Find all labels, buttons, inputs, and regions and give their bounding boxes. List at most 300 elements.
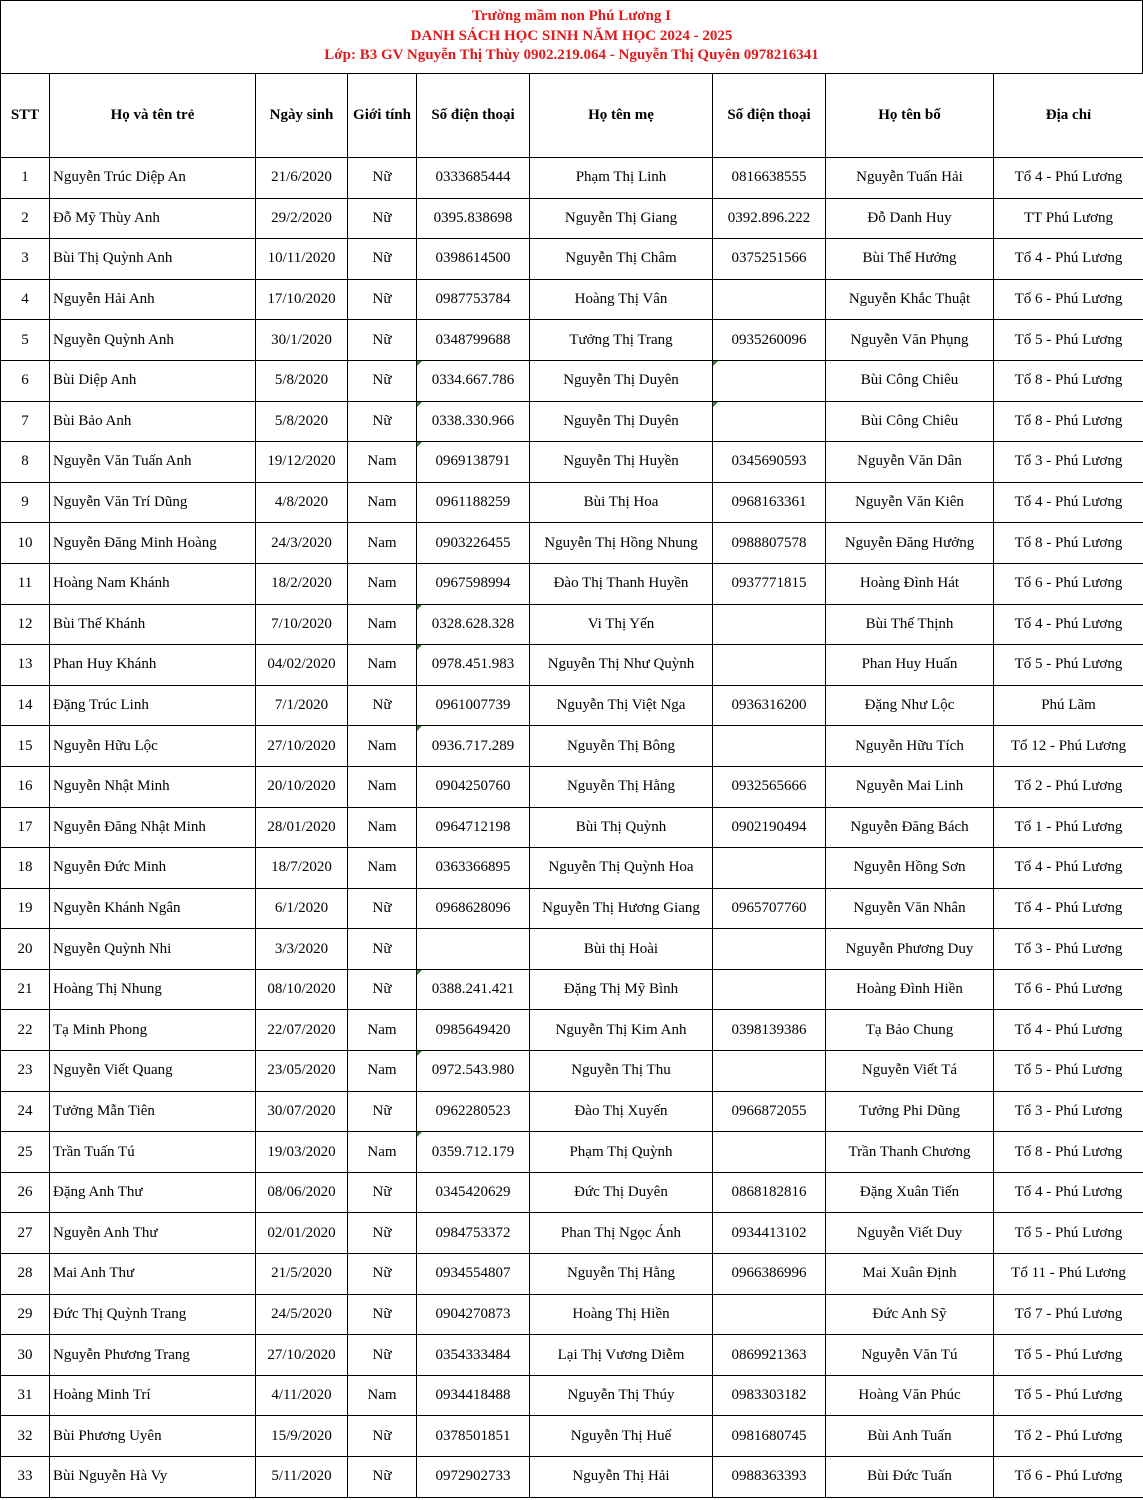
stt-cell: 2 [1, 198, 50, 239]
father-name-cell: Nguyễn Hữu Tích [826, 726, 994, 767]
birthdate-cell: 6/1/2020 [256, 888, 348, 929]
table-row [1, 442, 1143, 483]
mother-phone-cell: 0966872055 [713, 1091, 826, 1132]
phone-cell: 0338.330.966 [417, 401, 530, 442]
birthdate-cell: 5/8/2020 [256, 401, 348, 442]
table-row [1, 1213, 1143, 1254]
father-name-cell: Bùi Thế Thịnh [826, 604, 994, 645]
father-name-cell: Tưởng Phi Dũng [826, 1091, 994, 1132]
child-name-cell: Nguyễn Quỳnh Nhi [50, 929, 256, 970]
gender-cell: Nữ [348, 1213, 417, 1254]
mother-phone-cell: 0345690593 [713, 442, 826, 483]
stt-cell: 28 [1, 1254, 50, 1295]
stt-cell: 21 [1, 969, 50, 1010]
child-name-cell: Nguyễn Đăng Nhật Minh [50, 807, 256, 848]
father-name-cell: Bùi Công Chiêu [826, 401, 994, 442]
address-cell: Tổ 6 - Phú Lương [994, 279, 1143, 320]
birthdate-cell: 18/7/2020 [256, 848, 348, 889]
mother-phone-cell: 0935260096 [713, 320, 826, 361]
birthdate-cell: 30/1/2020 [256, 320, 348, 361]
table-header-row [1, 74, 1143, 158]
stt-cell: 7 [1, 401, 50, 442]
child-name-cell: Nguyễn Đức Minh [50, 848, 256, 889]
gender-cell: Nữ [348, 1457, 417, 1498]
table-row [1, 1375, 1143, 1416]
mother-name-cell: Nguyễn Thị Việt Nga [530, 685, 713, 726]
address-cell: Tổ 8 - Phú Lương [994, 401, 1143, 442]
mother-phone-cell: 0966386996 [713, 1254, 826, 1295]
phone-cell [417, 929, 530, 970]
table-row [1, 401, 1143, 442]
father-name-cell: Phan Huy Huấn [826, 645, 994, 686]
gender-cell: Nữ [348, 360, 417, 401]
gender-cell: Nam [348, 523, 417, 564]
gender-cell: Nam [348, 726, 417, 767]
birthdate-cell: 04/02/2020 [256, 645, 348, 686]
list-title: DANH SÁCH HỌC SINH NĂM HỌC 2024 - 2025 [410, 27, 733, 44]
father-name-cell: Nguyễn Hồng Sơn [826, 848, 994, 889]
child-name-cell: Đặng Anh Thư [50, 1172, 256, 1213]
col-header-father-name: Họ tên bố [826, 74, 994, 158]
gender-cell: Nam [348, 1132, 417, 1173]
mother-phone-cell [713, 360, 826, 401]
phone-cell: 0348799688 [417, 320, 530, 361]
stt-cell: 24 [1, 1091, 50, 1132]
school-name: Trường mầm non Phú Lương I [472, 8, 671, 24]
mother-phone-cell [713, 1051, 826, 1092]
mother-name-cell: Nguyễn Thị Huyền [530, 442, 713, 483]
phone-cell: 0395.838698 [417, 198, 530, 239]
address-cell: Tổ 8 - Phú Lương [994, 1132, 1143, 1173]
mother-phone-cell [713, 279, 826, 320]
mother-phone-cell: 0988807578 [713, 523, 826, 564]
phone-cell: 0969138791 [417, 442, 530, 483]
table-row [1, 848, 1143, 889]
child-name-cell: Nguyễn Nhật Minh [50, 766, 256, 807]
stt-cell: 3 [1, 239, 50, 280]
mother-name-cell: Bùi Thị Hoa [530, 482, 713, 523]
mother-name-cell: Nguyễn Thị Hải [530, 1457, 713, 1498]
child-name-cell: Đặng Trúc Linh [50, 685, 256, 726]
mother-name-cell: Nguyễn Thị Thúy [530, 1375, 713, 1416]
birthdate-cell: 02/01/2020 [256, 1213, 348, 1254]
table-row [1, 969, 1143, 1010]
father-name-cell: Tạ Bảo Chung [826, 1010, 994, 1051]
mother-phone-cell: 0398139386 [713, 1010, 826, 1051]
birthdate-cell: 08/06/2020 [256, 1172, 348, 1213]
table-row [1, 604, 1143, 645]
stt-cell: 22 [1, 1010, 50, 1051]
gender-cell: Nữ [348, 320, 417, 361]
mother-name-cell: Nguyễn Thị Hồng Nhung [530, 523, 713, 564]
mother-name-cell: Hoàng Thị Vân [530, 279, 713, 320]
phone-cell: 0968628096 [417, 888, 530, 929]
col-header-birthdate: Ngày sinh [256, 74, 348, 158]
table-row [1, 807, 1143, 848]
gender-cell: Nữ [348, 888, 417, 929]
mother-name-cell: Hoàng Thị Hiền [530, 1294, 713, 1335]
table-row [1, 158, 1143, 199]
birthdate-cell: 30/07/2020 [256, 1091, 348, 1132]
gender-cell: Nam [348, 807, 417, 848]
child-name-cell: Trần Tuấn Tú [50, 1132, 256, 1173]
stt-cell: 16 [1, 766, 50, 807]
father-name-cell: Nguyễn Viết Tá [826, 1051, 994, 1092]
father-name-cell: Nguyễn Đăng Bách [826, 807, 994, 848]
gender-cell: Nữ [348, 158, 417, 199]
child-name-cell: Nguyễn Hữu Lộc [50, 726, 256, 767]
phone-cell: 0985649420 [417, 1010, 530, 1051]
child-name-cell: Nguyễn Viết Quang [50, 1051, 256, 1092]
child-name-cell: Phan Huy Khánh [50, 645, 256, 686]
mother-name-cell: Vi Thị Yến [530, 604, 713, 645]
birthdate-cell: 27/10/2020 [256, 726, 348, 767]
gender-cell: Nữ [348, 1254, 417, 1295]
table-row [1, 482, 1143, 523]
col-header-mother-name: Họ tên mẹ [530, 74, 713, 158]
birthdate-cell: 7/1/2020 [256, 685, 348, 726]
gender-cell: Nữ [348, 1091, 417, 1132]
birthdate-cell: 22/07/2020 [256, 1010, 348, 1051]
mother-phone-cell [713, 1132, 826, 1173]
table-row [1, 1091, 1143, 1132]
stt-cell: 33 [1, 1457, 50, 1498]
mother-phone-cell [713, 929, 826, 970]
gender-cell: Nam [348, 442, 417, 483]
table-row [1, 1335, 1143, 1376]
birthdate-cell: 10/11/2020 [256, 239, 348, 280]
birthdate-cell: 3/3/2020 [256, 929, 348, 970]
stt-cell: 6 [1, 360, 50, 401]
phone-cell: 0962280523 [417, 1091, 530, 1132]
mother-name-cell: Nguyễn Thị Như Quỳnh [530, 645, 713, 686]
phone-cell: 0984753372 [417, 1213, 530, 1254]
mother-phone-cell: 0968163361 [713, 482, 826, 523]
child-name-cell: Nguyễn Khánh Ngân [50, 888, 256, 929]
stt-cell: 19 [1, 888, 50, 929]
address-cell: Tổ 8 - Phú Lương [994, 523, 1143, 564]
birthdate-cell: 7/10/2020 [256, 604, 348, 645]
table-row [1, 1132, 1143, 1173]
address-cell: Tổ 4 - Phú Lương [994, 1172, 1143, 1213]
birthdate-cell: 19/12/2020 [256, 442, 348, 483]
gender-cell: Nam [348, 848, 417, 889]
table-row [1, 726, 1143, 767]
father-name-cell: Đặng Xuân Tiến [826, 1172, 994, 1213]
phone-cell: 0961188259 [417, 482, 530, 523]
father-name-cell: Nguyễn Tuấn Hải [826, 158, 994, 199]
table-row [1, 1416, 1143, 1457]
table-row [1, 1010, 1143, 1051]
gender-cell: Nữ [348, 969, 417, 1010]
birthdate-cell: 21/5/2020 [256, 1254, 348, 1295]
mother-phone-cell [713, 969, 826, 1010]
mother-phone-cell: 0869921363 [713, 1335, 826, 1376]
gender-cell: Nam [348, 1375, 417, 1416]
stt-cell: 17 [1, 807, 50, 848]
table-row [1, 1294, 1143, 1335]
address-cell: Tổ 8 - Phú Lương [994, 360, 1143, 401]
stt-cell: 29 [1, 1294, 50, 1335]
stt-cell: 11 [1, 563, 50, 604]
father-name-cell: Đặng Như Lộc [826, 685, 994, 726]
gender-cell: Nam [348, 1010, 417, 1051]
phone-cell: 0363366895 [417, 848, 530, 889]
stt-cell: 10 [1, 523, 50, 564]
table-row [1, 1457, 1143, 1498]
col-header-stt: STT [1, 74, 50, 158]
address-cell: Tổ 5 - Phú Lương [994, 1375, 1143, 1416]
stt-cell: 20 [1, 929, 50, 970]
gender-cell: Nữ [348, 279, 417, 320]
mother-phone-cell: 0965707760 [713, 888, 826, 929]
father-name-cell: Mai Xuân Định [826, 1254, 994, 1295]
mother-name-cell: Nguyễn Thị Huế [530, 1416, 713, 1457]
child-name-cell: Bùi Diệp Anh [50, 360, 256, 401]
child-name-cell: Bùi Nguyễn Hà Vy [50, 1457, 256, 1498]
mother-name-cell: Đặng Thị Mỹ Bình [530, 969, 713, 1010]
child-name-cell: Tưởng Mẫn Tiên [50, 1091, 256, 1132]
mother-name-cell: Lại Thị Vương Diễm [530, 1335, 713, 1376]
birthdate-cell: 20/10/2020 [256, 766, 348, 807]
child-name-cell: Đỗ Mỹ Thùy Anh [50, 198, 256, 239]
phone-cell: 0398614500 [417, 239, 530, 280]
birthdate-cell: 19/03/2020 [256, 1132, 348, 1173]
stt-cell: 4 [1, 279, 50, 320]
father-name-cell: Nguyễn Văn Nhân [826, 888, 994, 929]
child-name-cell: Nguyễn Quỳnh Anh [50, 320, 256, 361]
birthdate-cell: 24/3/2020 [256, 523, 348, 564]
stt-cell: 30 [1, 1335, 50, 1376]
birthdate-cell: 5/11/2020 [256, 1457, 348, 1498]
address-cell: Tổ 7 - Phú Lương [994, 1294, 1143, 1335]
phone-cell: 0972.543.980 [417, 1051, 530, 1092]
address-cell: Tổ 4 - Phú Lương [994, 239, 1143, 280]
mother-phone-cell: 0983303182 [713, 1375, 826, 1416]
address-cell: Tổ 4 - Phú Lương [994, 888, 1143, 929]
mother-name-cell: Nguyễn Thị Thu [530, 1051, 713, 1092]
phone-cell: 0333685444 [417, 158, 530, 199]
stt-cell: 8 [1, 442, 50, 483]
gender-cell: Nam [348, 645, 417, 686]
child-name-cell: Hoàng Nam Khánh [50, 563, 256, 604]
phone-cell: 0904250760 [417, 766, 530, 807]
student-table [0, 73, 1143, 1498]
father-name-cell: Nguyễn Phương Duy [826, 929, 994, 970]
phone-cell: 0972902733 [417, 1457, 530, 1498]
mother-name-cell: Tưởng Thị Trang [530, 320, 713, 361]
mother-name-cell: Nguyễn Thị Bông [530, 726, 713, 767]
mother-phone-cell: 0868182816 [713, 1172, 826, 1213]
birthdate-cell: 27/10/2020 [256, 1335, 348, 1376]
phone-cell: 0388.241.421 [417, 969, 530, 1010]
phone-cell: 0359.712.179 [417, 1132, 530, 1173]
mother-phone-cell [713, 645, 826, 686]
child-name-cell: Nguyễn Văn Trí Dũng [50, 482, 256, 523]
stt-cell: 23 [1, 1051, 50, 1092]
mother-name-cell: Nguyễn Thị Hương Giang [530, 888, 713, 929]
stt-cell: 5 [1, 320, 50, 361]
father-name-cell: Nguyễn Văn Kiên [826, 482, 994, 523]
mother-phone-cell [713, 848, 826, 889]
table-row [1, 320, 1143, 361]
birthdate-cell: 21/6/2020 [256, 158, 348, 199]
mother-phone-cell: 0988363393 [713, 1457, 826, 1498]
col-header-child-name: Họ và tên trẻ [50, 74, 256, 158]
child-name-cell: Bùi Thế Khánh [50, 604, 256, 645]
col-header-phone: Số điện thoại [417, 74, 530, 158]
father-name-cell: Hoàng Đình Hiền [826, 969, 994, 1010]
table-body [1, 158, 1143, 1498]
mother-phone-cell: 0932565666 [713, 766, 826, 807]
stt-cell: 26 [1, 1172, 50, 1213]
father-name-cell: Nguyễn Khắc Thuật [826, 279, 994, 320]
address-cell: Tổ 4 - Phú Lương [994, 848, 1143, 889]
address-cell: Tổ 1 - Phú Lương [994, 807, 1143, 848]
phone-cell: 0903226455 [417, 523, 530, 564]
phone-cell: 0964712198 [417, 807, 530, 848]
father-name-cell: Nguyễn Văn Dân [826, 442, 994, 483]
address-cell: Tổ 5 - Phú Lương [994, 1335, 1143, 1376]
table-row [1, 645, 1143, 686]
table-row [1, 929, 1143, 970]
table-row [1, 279, 1143, 320]
phone-cell: 0967598994 [417, 563, 530, 604]
stt-cell: 12 [1, 604, 50, 645]
child-name-cell: Hoàng Thị Nhung [50, 969, 256, 1010]
table-row [1, 1051, 1143, 1092]
address-cell: Tổ 5 - Phú Lương [994, 1213, 1143, 1254]
table-row [1, 563, 1143, 604]
table-row [1, 239, 1143, 280]
mother-name-cell: Nguyễn Thị Hằng [530, 1254, 713, 1295]
stt-cell: 31 [1, 1375, 50, 1416]
gender-cell: Nữ [348, 1416, 417, 1457]
address-cell: Tổ 4 - Phú Lương [994, 1010, 1143, 1051]
stt-cell: 25 [1, 1132, 50, 1173]
address-cell: Tổ 12 - Phú Lương [994, 726, 1143, 767]
phone-cell: 0936.717.289 [417, 726, 530, 767]
stt-cell: 14 [1, 685, 50, 726]
gender-cell: Nam [348, 563, 417, 604]
address-cell: Tổ 4 - Phú Lương [994, 158, 1143, 199]
child-name-cell: Bùi Thị Quỳnh Anh [50, 239, 256, 280]
stt-cell: 18 [1, 848, 50, 889]
table-row [1, 523, 1143, 564]
mother-name-cell: Nguyễn Thị Duyên [530, 401, 713, 442]
father-name-cell: Nguyễn Mai Linh [826, 766, 994, 807]
phone-cell: 0987753784 [417, 279, 530, 320]
child-name-cell: Nguyễn Hải Anh [50, 279, 256, 320]
father-name-cell: Trần Thanh Chương [826, 1132, 994, 1173]
father-name-cell: Nguyễn Văn Tú [826, 1335, 994, 1376]
phone-cell: 0378501851 [417, 1416, 530, 1457]
father-name-cell: Bùi Anh Tuấn [826, 1416, 994, 1457]
birthdate-cell: 15/9/2020 [256, 1416, 348, 1457]
child-name-cell: Hoàng Minh Trí [50, 1375, 256, 1416]
father-name-cell: Hoàng Đình Hát [826, 563, 994, 604]
phone-cell: 0345420629 [417, 1172, 530, 1213]
table-row [1, 360, 1143, 401]
address-cell: Tổ 4 - Phú Lương [994, 482, 1143, 523]
mother-phone-cell: 0902190494 [713, 807, 826, 848]
mother-name-cell: Phạm Thị Linh [530, 158, 713, 199]
table-row [1, 198, 1143, 239]
birthdate-cell: 17/10/2020 [256, 279, 348, 320]
child-name-cell: Nguyễn Đăng Minh Hoàng [50, 523, 256, 564]
child-name-cell: Nguyễn Văn Tuấn Anh [50, 442, 256, 483]
gender-cell: Nữ [348, 239, 417, 280]
phone-cell: 0334.667.786 [417, 360, 530, 401]
col-header-mother-phone: Số điện thoại [713, 74, 826, 158]
father-name-cell: Nguyễn Đăng Hưởng [826, 523, 994, 564]
phone-cell: 0934554807 [417, 1254, 530, 1295]
class-info: Lớp: B3 GV Nguyễn Thị Thùy 0902.219.064 - Nguyễn Thị Quyên 0978216341 [324, 47, 819, 63]
table-row [1, 685, 1143, 726]
phone-cell: 0978.451.983 [417, 645, 530, 686]
mother-name-cell: Đào Thị Xuyến [530, 1091, 713, 1132]
address-cell: Tổ 2 - Phú Lương [994, 1416, 1143, 1457]
address-cell: Tổ 5 - Phú Lương [994, 320, 1143, 361]
mother-name-cell: Bùi Thị Quỳnh [530, 807, 713, 848]
mother-name-cell: Nguyễn Thị Duyên [530, 360, 713, 401]
mother-phone-cell: 0937771815 [713, 563, 826, 604]
address-cell: Tổ 2 - Phú Lương [994, 766, 1143, 807]
gender-cell: Nam [348, 604, 417, 645]
child-name-cell: Bùi Phương Uyên [50, 1416, 256, 1457]
child-name-cell: Mai Anh Thư [50, 1254, 256, 1295]
phone-cell: 0934418488 [417, 1375, 530, 1416]
mother-name-cell: Nguyễn Thị Quỳnh Hoa [530, 848, 713, 889]
mother-name-cell: Đào Thị Thanh Huyền [530, 563, 713, 604]
table-row [1, 1172, 1143, 1213]
child-name-cell: Tạ Minh Phong [50, 1010, 256, 1051]
stt-cell: 32 [1, 1416, 50, 1457]
phone-cell: 0904270873 [417, 1294, 530, 1335]
father-name-cell: Nguyễn Văn Phụng [826, 320, 994, 361]
address-cell: Tổ 6 - Phú Lương [994, 969, 1143, 1010]
mother-phone-cell: 0981680745 [713, 1416, 826, 1457]
mother-name-cell: Phạm Thị Quỳnh [530, 1132, 713, 1173]
phone-cell: 0328.628.328 [417, 604, 530, 645]
gender-cell: Nam [348, 766, 417, 807]
gender-cell: Nữ [348, 685, 417, 726]
gender-cell: Nam [348, 482, 417, 523]
father-name-cell: Hoàng Văn Phúc [826, 1375, 994, 1416]
stt-cell: 15 [1, 726, 50, 767]
birthdate-cell: 18/2/2020 [256, 563, 348, 604]
father-name-cell: Đức Anh Sỹ [826, 1294, 994, 1335]
address-cell: Tổ 4 - Phú Lương [994, 604, 1143, 645]
birthdate-cell: 5/8/2020 [256, 360, 348, 401]
address-cell: Tổ 3 - Phú Lương [994, 929, 1143, 970]
father-name-cell: Bùi Công Chiêu [826, 360, 994, 401]
mother-phone-cell: 0392.896.222 [713, 198, 826, 239]
father-name-cell: Bùi Đức Tuấn [826, 1457, 994, 1498]
gender-cell: Nữ [348, 1335, 417, 1376]
col-header-gender: Giới tính [348, 74, 417, 158]
child-name-cell: Nguyễn Anh Thư [50, 1213, 256, 1254]
mother-phone-cell: 0375251566 [713, 239, 826, 280]
mother-name-cell: Bùi thị Hoài [530, 929, 713, 970]
address-cell: Phú Lãm [994, 685, 1143, 726]
address-cell: Tổ 5 - Phú Lương [994, 645, 1143, 686]
address-cell: Tổ 6 - Phú Lương [994, 1457, 1143, 1498]
mother-name-cell: Nguyễn Thị Kim Anh [530, 1010, 713, 1051]
gender-cell: Nam [348, 1051, 417, 1092]
father-name-cell: Bùi Thế Hưởng [826, 239, 994, 280]
table-row [1, 888, 1143, 929]
